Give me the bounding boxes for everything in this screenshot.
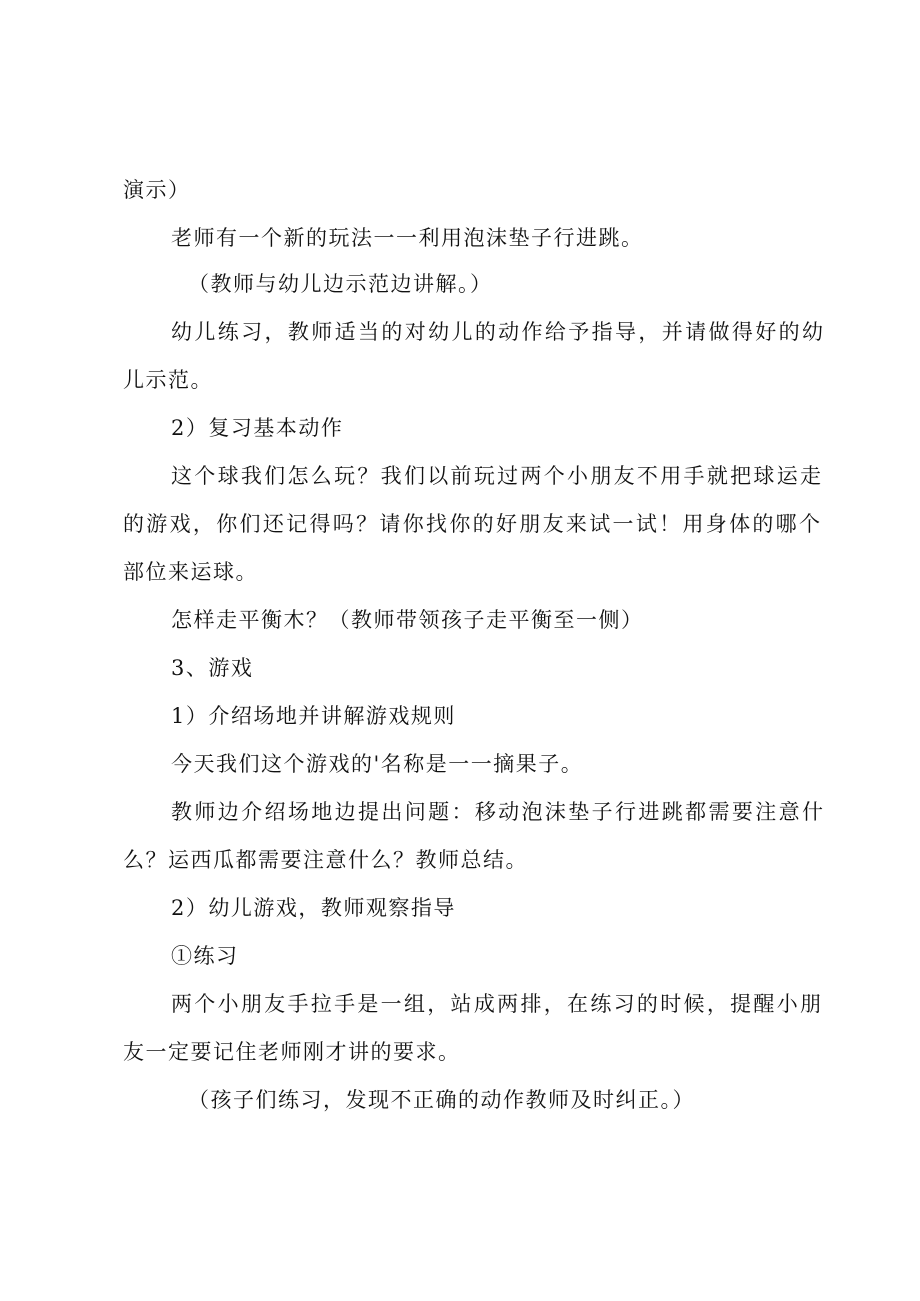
- text-line-5: 儿示范。: [123, 368, 213, 392]
- text-line-17: ①练习: [171, 944, 239, 968]
- text-line-18: 两个小朋友手拉手是一组，站成两排，在练习的时候，提醒小朋: [171, 992, 821, 1016]
- text-line-16: 2）幼儿游戏，教师观察指导: [171, 896, 456, 920]
- text-line-2: 老师有一个新的玩法一一利用泡沫垫子行进跳。: [171, 226, 644, 250]
- text-line-10: 怎样走平衡木？（教师带领孩子走平衡至一侧）: [171, 608, 644, 632]
- text-line-4: 幼儿练习，教师适当的对幼儿的动作给予指导，并请做得好的幼: [171, 320, 823, 344]
- text-line-14: 教师边介绍场地边提出问题：移动泡沫垫子行进跳都需要注意什: [171, 800, 823, 824]
- text-line-13: 今天我们这个游戏的'名称是一一摘果子。: [171, 752, 584, 776]
- text-line-20: （孩子们练习，发现不正确的动作教师及时纠正。）: [188, 1088, 695, 1112]
- text-line-3: （教师与幼儿边示范边讲解。）: [188, 272, 493, 296]
- text-line-1: 演示）: [123, 178, 191, 202]
- text-line-6: 2）复习基本动作: [171, 416, 344, 440]
- text-line-12: 1）介绍场地并讲解游戏规则: [171, 704, 456, 728]
- text-line-7: 这个球我们怎么玩？我们以前玩过两个小朋友不用手就把球运走: [171, 464, 821, 488]
- text-line-15: 么？运西瓜都需要注意什么？教师总结。: [123, 848, 528, 872]
- text-line-8: 的游戏，你们还记得吗？请你找你的好朋友来试一试！用身体的哪个: [123, 512, 820, 536]
- text-line-9: 部位来运球。: [123, 560, 258, 584]
- text-line-11: 3、游戏: [171, 656, 254, 680]
- text-line-19: 友一定要记住老师刚才讲的要求。: [123, 1040, 461, 1064]
